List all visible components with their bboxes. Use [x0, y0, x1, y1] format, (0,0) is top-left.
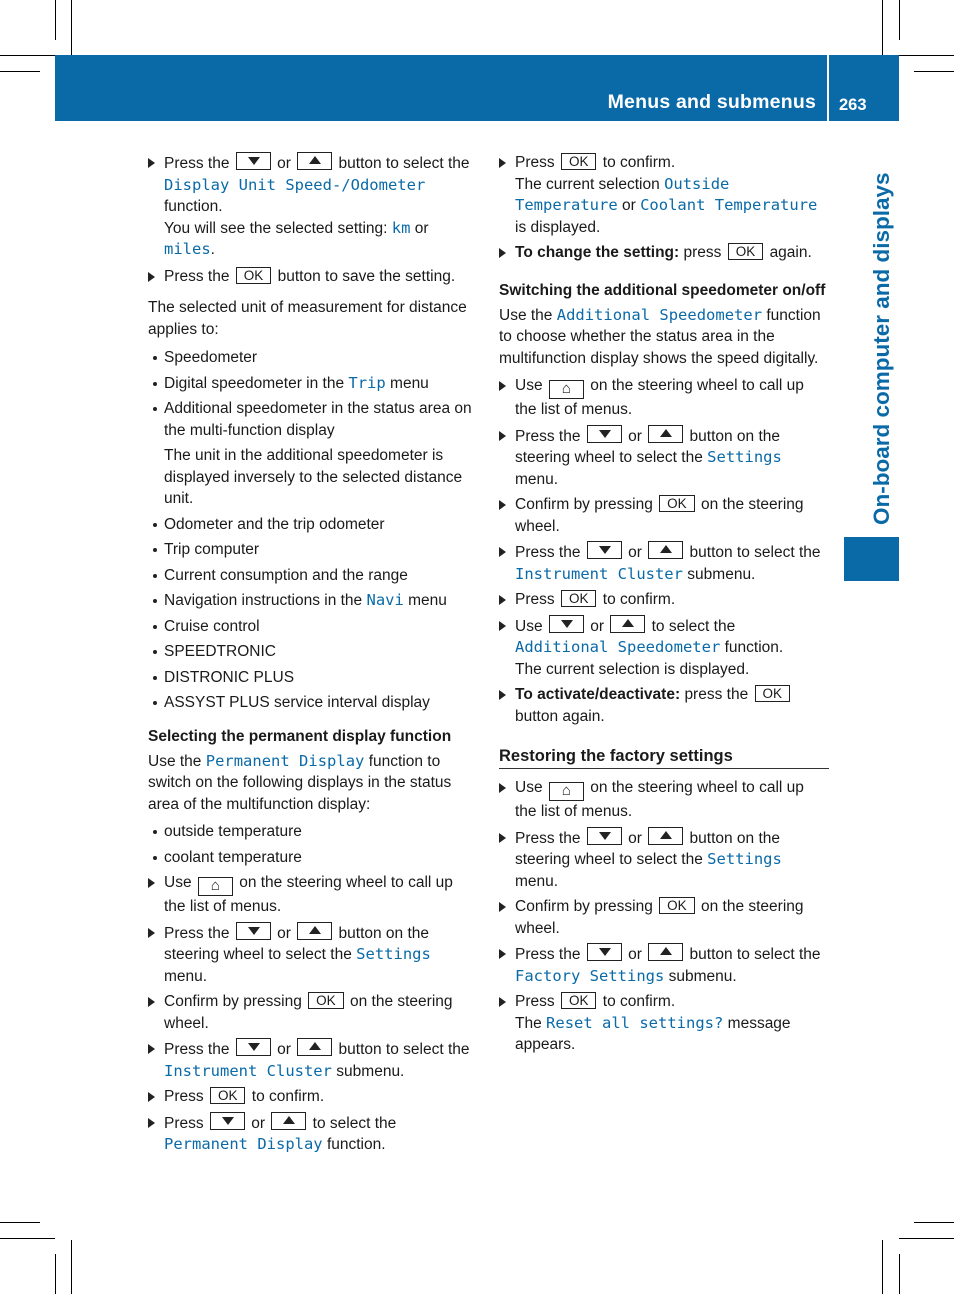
crop-mark	[882, 0, 883, 55]
crop-mark	[899, 55, 954, 56]
left-column	[148, 152, 478, 1156]
step-arrow-icon	[148, 928, 155, 938]
list-item: Trip computer	[148, 539, 478, 561]
ok-key-icon: OK	[210, 1087, 246, 1104]
paragraph: Use the Permanent Display function to switch on the following displays in the status area of the multifunction display:	[148, 751, 452, 813]
list-item: outside temperature	[148, 821, 478, 843]
step-arrow-icon	[148, 158, 155, 168]
crop-mark	[882, 1240, 883, 1294]
list-item: Press OK to confirm.	[499, 589, 829, 611]
ok-key-icon: OK	[561, 992, 597, 1009]
crop-mark	[55, 0, 56, 40]
list-item: Use ⌂ on the steering wheel to call up the list of menus.	[499, 777, 829, 823]
list-item: Press the or button on the steering wheel to select the Settings menu.	[499, 827, 829, 893]
ok-key-icon: OK	[755, 685, 791, 702]
chapter-side-label: On-board computer and displays	[869, 172, 894, 525]
list-item: DISTRONIC PLUS	[148, 667, 478, 689]
crop-mark	[71, 0, 72, 55]
step-arrow-icon	[148, 1118, 155, 1128]
section-heading: Selecting the permanent display function	[148, 727, 452, 745]
step-arrow-icon	[499, 690, 506, 700]
menu-term: Display Unit Speed-/Odometer	[164, 175, 426, 194]
crop-mark	[0, 1238, 55, 1239]
step-arrow-icon	[499, 833, 506, 843]
crop-mark	[914, 71, 954, 72]
crop-mark	[0, 55, 55, 56]
down-arrow-key-icon	[236, 1038, 271, 1056]
crop-mark	[899, 0, 900, 40]
up-arrow-key-icon	[648, 541, 683, 559]
step-arrow-icon	[148, 1092, 155, 1102]
step-arrow-icon	[499, 381, 506, 391]
list-item: Use or to select the Additional Speedometer function. The current selection is displayed.	[499, 615, 829, 681]
header-divider	[827, 55, 829, 121]
section-heading: Switching the additional speedometer on/off	[499, 281, 826, 299]
list-item: coolant temperature	[148, 847, 478, 869]
page-number: 263	[839, 96, 867, 114]
crop-mark	[899, 1238, 954, 1239]
list-item: Press the or button to select the Factory Settings submenu.	[499, 943, 829, 987]
list-item: Press the or button to select the Instrument Cluster submenu.	[148, 1038, 478, 1082]
ok-key-icon: OK	[659, 495, 695, 512]
list-item: Cruise control	[148, 616, 478, 638]
crop-mark	[914, 1222, 954, 1223]
section-heading: Restoring the factory settings	[499, 745, 829, 769]
list-item: Confirm by pressing OK on the steering wheel.	[499, 896, 829, 939]
step-arrow-icon	[499, 595, 506, 605]
list-item: Press the OK button to save the setting.	[148, 266, 478, 288]
ok-key-icon: OK	[561, 153, 597, 170]
ok-key-icon: OK	[236, 267, 272, 284]
home-key-icon: ⌂	[549, 380, 584, 399]
down-arrow-key-icon	[587, 425, 622, 443]
step-arrow-icon	[499, 902, 506, 912]
crop-mark	[71, 1240, 72, 1294]
ok-key-icon: OK	[561, 590, 597, 607]
ok-key-icon: OK	[728, 243, 764, 260]
up-arrow-key-icon	[297, 1038, 332, 1056]
crop-mark	[899, 1254, 900, 1294]
list-item: Press the or button to select the Display Unit Speed-/Odometer function. You will see the selected setting: km or miles.	[148, 152, 478, 261]
step-arrow-icon	[499, 248, 506, 258]
list-item: Additional speedometer in the status area on the multi-function display The unit in the additional speedometer is displayed inversely to the selected distance unit.	[148, 398, 478, 510]
crop-mark	[55, 1254, 56, 1294]
list-item: Press the or button on the steering wheel to select the Settings menu.	[148, 922, 478, 988]
paragraph: The selected unit of measurement for distance applies to:	[148, 299, 467, 338]
list-item: Confirm by pressing OK on the steering wheel.	[148, 991, 478, 1034]
step-arrow-icon	[499, 783, 506, 793]
ok-key-icon: OK	[659, 897, 695, 914]
up-arrow-key-icon	[648, 425, 683, 443]
home-key-icon: ⌂	[198, 877, 233, 896]
list-item: Press OK to confirm. The current selection Outside Temperature or Coolant Temperature is displayed.	[499, 152, 829, 238]
step-arrow-icon	[499, 431, 506, 441]
up-arrow-key-icon	[610, 615, 645, 633]
list-item: Press or to select the Permanent Display function.	[148, 1112, 478, 1156]
list-item: Odometer and the trip odometer	[148, 514, 478, 536]
step-arrow-icon	[148, 1044, 155, 1054]
down-arrow-key-icon	[587, 943, 622, 961]
list-item: Navigation instructions in the Navi menu	[148, 590, 478, 612]
list-item: Use ⌂ on the steering wheel to call up the list of menus.	[499, 375, 829, 421]
list-item: Current consumption and the range	[148, 565, 478, 587]
list-item: Press OK to confirm.	[148, 1086, 478, 1108]
down-arrow-key-icon	[210, 1112, 245, 1130]
section-title: Menus and submenus	[607, 91, 816, 113]
list-item: Press OK to confirm. The Reset all settings? message appears.	[499, 991, 829, 1056]
step-arrow-icon	[148, 272, 155, 282]
chapter-side-tab	[844, 537, 899, 581]
crop-mark	[0, 71, 40, 72]
list-item: SPEEDTRONIC	[148, 641, 478, 663]
down-arrow-key-icon	[549, 615, 584, 633]
down-arrow-key-icon	[236, 922, 271, 940]
step-arrow-icon	[148, 878, 155, 888]
ok-key-icon: OK	[308, 992, 344, 1009]
page-header	[55, 55, 899, 121]
list-item: Digital speedometer in the Trip menu	[148, 373, 478, 395]
list-item: Press the or button to select the Instrument Cluster submenu.	[499, 541, 829, 585]
home-key-icon: ⌂	[549, 782, 584, 801]
paragraph: Use the Additional Speedometer function to choose whether the status area in the multifunction display shows the speed digitally.	[499, 305, 821, 367]
down-arrow-key-icon	[587, 827, 622, 845]
list-item: Press the or button on the steering wheel to select the Settings menu.	[499, 425, 829, 491]
list-item: To change the setting: press OK again.	[499, 242, 829, 264]
right-column	[499, 152, 829, 1056]
up-arrow-key-icon	[297, 922, 332, 940]
list-item: Use ⌂ on the steering wheel to call up the list of menus.	[148, 872, 478, 918]
up-arrow-key-icon	[648, 827, 683, 845]
step-arrow-icon	[499, 949, 506, 959]
step-arrow-icon	[499, 621, 506, 631]
list-item: ASSYST PLUS service interval display	[148, 692, 478, 714]
list-item: To activate/deactivate: press the OK button again.	[499, 684, 829, 727]
crop-mark	[0, 1222, 40, 1223]
up-arrow-key-icon	[648, 943, 683, 961]
step-arrow-icon	[499, 997, 506, 1007]
step-arrow-icon	[499, 500, 506, 510]
up-arrow-key-icon	[271, 1112, 306, 1130]
step-arrow-icon	[148, 997, 155, 1007]
list-item: Speedometer	[148, 347, 478, 369]
step-arrow-icon	[499, 547, 506, 557]
down-arrow-key-icon	[236, 152, 271, 170]
step-arrow-icon	[499, 158, 506, 168]
up-arrow-key-icon	[297, 152, 332, 170]
down-arrow-key-icon	[587, 541, 622, 559]
list-item: Confirm by pressing OK on the steering wheel.	[499, 494, 829, 537]
